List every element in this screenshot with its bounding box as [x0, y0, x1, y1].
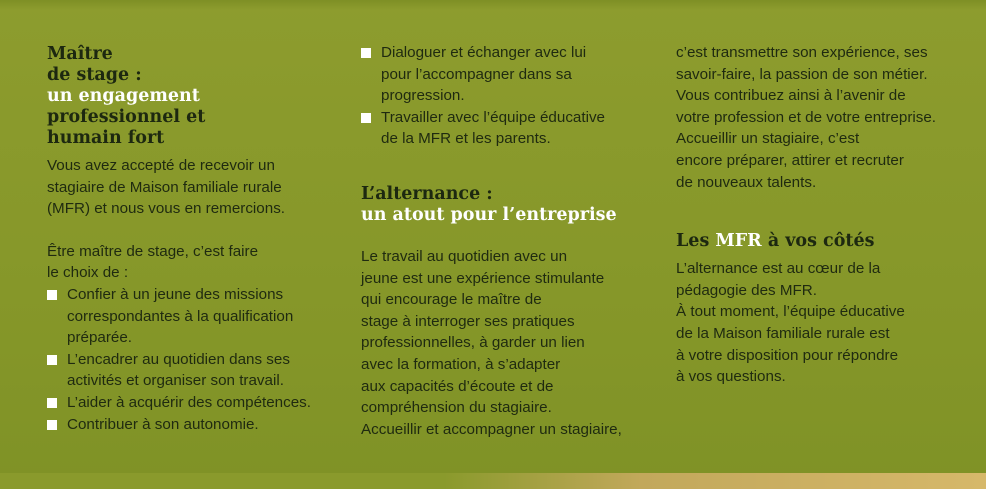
list-item: L’aider à acquérir des compétences.	[47, 392, 347, 414]
section-title-alternance: L’alternance : un atout pour l’entreprise	[361, 183, 617, 225]
choice-paragraph: Être maître de stage, c’est faire le choix de :	[47, 242, 259, 282]
column-alternance	[361, 42, 661, 440]
section-title-maitre-de-stage: Maître de stage : un engagement professionnel et humain fort	[47, 44, 206, 148]
list-item: Contribuer à son autonomie.	[47, 414, 347, 436]
column-maitre-de-stage	[47, 44, 347, 435]
column-mfr-a-vos-cotes	[676, 42, 976, 388]
top-edge	[0, 0, 986, 10]
continued-paragraph: c’est transmettre son expérience, ses savoir-faire, la passion de son métier. Vous contribuez ainsi à l’avenir de votre profession et de votre entreprise. Accueillir un stagiaire, c’est encore préparer, attirer et recruter de nouveaux talents.	[676, 44, 937, 191]
square-bullet-icon	[47, 420, 57, 430]
bullet-list-continued	[361, 42, 661, 150]
square-bullet-icon	[47, 290, 57, 300]
square-bullet-icon	[361, 48, 371, 58]
bottom-band	[0, 473, 986, 489]
square-bullet-icon	[47, 355, 57, 365]
bullet-list-choices	[47, 284, 347, 435]
intro-paragraph: Vous avez accepté de recevoir un stagiaire de Maison familiale rurale (MFR) et nous vous en remercions.	[47, 157, 286, 218]
list-item: L’encadrer au quotidien dans ses activités et organiser son travail.	[47, 349, 347, 392]
list-item: Confier à un jeune des missions correspondantes à la qualification préparée.	[47, 284, 347, 349]
alternance-paragraph: Le travail au quotidien avec un jeune est une expérience stimulante qui encourage le maître de stage à interroger ses pratiques professionnelles, à garder un lien avec la formation, à s’adapter aux capacités d’écoute et de compréhension du stagiaire. Accueillir et accompagner un stagiaire,	[361, 247, 622, 438]
section-title-mfr: Les MFR à vos côtés	[676, 231, 875, 252]
mfr-paragraph: L’alternance est au cœur de la pédagogie des MFR. À tout moment, l’équipe éducative de la Maison familiale rurale est à votre disposition pour répondre à vos questions.	[676, 260, 905, 386]
square-bullet-icon	[47, 398, 57, 408]
square-bullet-icon	[361, 113, 371, 123]
list-item: Travailler avec l’équipe éducative de la MFR et les parents.	[361, 107, 661, 150]
list-item: Dialoguer et échanger avec lui pour l’accompagner dans sa progression.	[361, 42, 661, 107]
